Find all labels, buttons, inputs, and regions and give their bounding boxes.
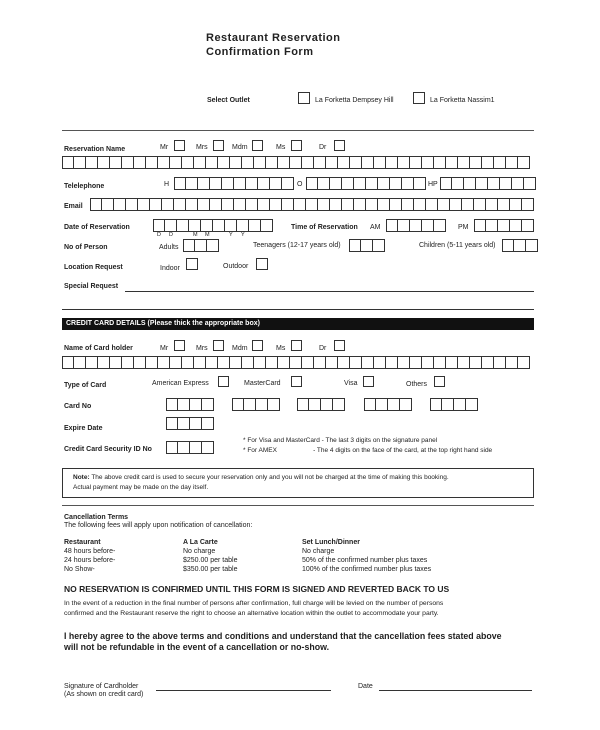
- dmy-hint-m2: M: [205, 232, 210, 238]
- outdoor-label: Outdoor: [223, 263, 249, 270]
- date-line[interactable]: [379, 690, 532, 691]
- security-id-input[interactable]: [166, 441, 214, 454]
- holder-dr-label: Dr: [319, 345, 327, 352]
- holder-mr-checkbox[interactable]: [174, 340, 185, 351]
- children-input[interactable]: [502, 239, 538, 252]
- time-pm-input[interactable]: [474, 219, 534, 232]
- cancel-col1-head: Restaurant: [64, 539, 101, 546]
- cancel-col2-row3: $350.00 per table: [183, 566, 238, 573]
- expire-date-label: Expire Date: [64, 425, 103, 432]
- outdoor-checkbox[interactable]: [256, 258, 268, 270]
- teenagers-input[interactable]: [349, 239, 385, 252]
- signature-sub-label: (As shown on credit card): [64, 691, 144, 698]
- agreement-line1: I hereby agree to the above terms and conditions and understand that the cancellation fees stated above: [64, 631, 502, 641]
- indoor-label: Indoor: [160, 265, 180, 272]
- outlet-dempsey-checkbox[interactable]: [298, 92, 310, 104]
- card-holder-input[interactable]: [62, 356, 530, 369]
- time-am-label: AM: [370, 224, 381, 231]
- time-pm-label: PM: [458, 224, 469, 231]
- dmy-hint-y1: Y: [229, 232, 233, 238]
- card-others-label: Others: [406, 381, 428, 388]
- warning-line2: confirmed and the Restaurant reserve the right to choose an alternative location within the outlet to accommodate your party.: [64, 610, 439, 617]
- phone-h-label: H: [164, 181, 170, 188]
- title-ms-label: Ms: [276, 144, 286, 151]
- title-mr-checkbox[interactable]: [174, 140, 185, 151]
- card-master-checkbox[interactable]: [291, 376, 302, 387]
- cancel-col1-row3: No Show-: [64, 566, 95, 573]
- signature-line[interactable]: [156, 690, 331, 691]
- title-ms-checkbox[interactable]: [291, 140, 302, 151]
- children-label: Children (5-11 years old): [419, 242, 496, 249]
- card-holder-label: Name of Card holder: [64, 345, 133, 352]
- holder-mdm-label: Mdm: [232, 345, 248, 352]
- cancel-col3-row3: 100% of the confirmed number plus taxes: [302, 566, 432, 573]
- no-of-person-label: No of Person: [64, 244, 108, 251]
- dmy-hint-m1: M: [193, 232, 198, 238]
- note-text: The above credit card is used to secure your reservation only and you will not be charged at the time of making this booking.: [91, 474, 449, 481]
- signature-label: Signature of Cardholder: [64, 683, 139, 690]
- security-note-visa: * For Visa and MasterCard - The last 3 digits on the signature panel: [243, 437, 438, 444]
- note-box: [62, 468, 534, 498]
- card-others-checkbox[interactable]: [434, 376, 445, 387]
- outlet-nassim-label: La Forketta Nassim1: [430, 97, 495, 104]
- card-no-group4[interactable]: [364, 398, 412, 411]
- reservation-name-label: Reservation Name: [64, 146, 126, 153]
- card-no-group5[interactable]: [430, 398, 478, 411]
- title-mrs-label: Mrs: [196, 144, 208, 151]
- cancel-col3-head: Set Lunch/Dinner: [302, 539, 360, 546]
- card-visa-checkbox[interactable]: [363, 376, 374, 387]
- telephone-label: Telelephone: [64, 183, 105, 190]
- title-dr-checkbox[interactable]: [334, 140, 345, 151]
- date-label: Date: [358, 683, 373, 690]
- phone-home-input[interactable]: [174, 177, 294, 190]
- cancellation-subtitle: The following fees will apply upon notification of cancellation:: [64, 522, 253, 529]
- phone-hp-label: HP: [428, 181, 438, 188]
- agreement-line2: will not be refundable in the event of a cancellation or no-show.: [64, 642, 330, 652]
- card-no-label: Card No: [64, 403, 92, 410]
- title-mdm-checkbox[interactable]: [252, 140, 263, 151]
- cancel-col3-row1: No charge: [302, 548, 335, 555]
- email-input[interactable]: [90, 198, 534, 211]
- holder-mdm-checkbox[interactable]: [252, 340, 263, 351]
- cancellation-title: Cancellation Terms: [64, 514, 129, 521]
- cancel-col1-row1: 48 hours before-: [64, 548, 116, 555]
- phone-mobile-input[interactable]: [440, 177, 536, 190]
- card-master-label: MasterCard: [244, 380, 281, 387]
- title-mr-label: Mr: [160, 144, 169, 151]
- cancel-col3-row2: 50% of the confirmed number plus taxes: [302, 557, 428, 564]
- divider: [62, 130, 534, 131]
- outlet-nassim-checkbox[interactable]: [413, 92, 425, 104]
- select-outlet-label: Select Outlet: [207, 97, 250, 104]
- cancel-col1-row2: 24 hours before-: [64, 557, 116, 564]
- security-note-amex: * For AMEX - The 4 digits on the face of the card, at the top right hand side: [243, 447, 493, 454]
- type-of-card-label: Type of Card: [64, 382, 107, 389]
- time-am-input[interactable]: [386, 219, 446, 232]
- form-title-line2: Confirmation Form: [206, 46, 314, 58]
- title-dr-label: Dr: [319, 144, 327, 151]
- divider: [62, 505, 534, 506]
- special-request-line2[interactable]: [62, 309, 534, 310]
- date-of-reservation-label: Date of Reservation: [64, 224, 130, 231]
- adults-label: Adults: [159, 244, 179, 251]
- special-request-line1[interactable]: [125, 291, 534, 292]
- note-label: Note:: [73, 474, 90, 481]
- card-visa-label: Visa: [344, 380, 358, 387]
- cancel-col2-row1: No charge: [183, 548, 216, 555]
- title-mrs-checkbox[interactable]: [213, 140, 224, 151]
- cancel-col2-row2: $250.00 per table: [183, 557, 238, 564]
- holder-mr-label: Mr: [160, 345, 169, 352]
- time-of-reservation-label: Time of Reservation: [291, 224, 358, 231]
- location-request-label: Location Request: [64, 264, 123, 271]
- holder-mrs-checkbox[interactable]: [213, 340, 224, 351]
- note-line1: [73, 474, 449, 481]
- card-no-group2[interactable]: [232, 398, 280, 411]
- card-no-group1[interactable]: [166, 398, 214, 411]
- reservation-name-input[interactable]: [62, 156, 530, 169]
- holder-mrs-label: Mrs: [196, 345, 208, 352]
- email-label: Email: [64, 203, 83, 210]
- dmy-hint-y2: Y: [241, 232, 245, 238]
- reservation-date-input[interactable]: [153, 219, 273, 232]
- adults-input[interactable]: [183, 239, 219, 252]
- cancel-col2-head: A La Carte: [183, 539, 218, 546]
- note-line2: Actual payment may be made on the day itself.: [73, 484, 209, 491]
- teenagers-label: Teenagers (12-17 years old): [253, 242, 341, 249]
- indoor-checkbox[interactable]: [186, 258, 198, 270]
- holder-dr-checkbox[interactable]: [334, 340, 345, 351]
- holder-ms-checkbox[interactable]: [291, 340, 302, 351]
- card-amex-label: American Express: [152, 380, 209, 387]
- dmy-hint-d2: D: [169, 232, 173, 238]
- card-amex-checkbox[interactable]: [218, 376, 229, 387]
- security-id-label: Credit Card Security ID No: [64, 446, 152, 453]
- expire-date-input[interactable]: [166, 417, 214, 430]
- confirmation-warning: NO RESERVATION IS CONFIRMED UNTIL THIS FORM IS SIGNED AND REVERTED BACK TO US: [64, 584, 450, 594]
- form-title-line1: Restaurant Reservation: [206, 32, 341, 44]
- phone-o-label: O: [297, 181, 303, 188]
- credit-card-header: CREDIT CARD DETAILS (Please thick the appropriate box): [62, 318, 534, 330]
- phone-office-input[interactable]: [306, 177, 426, 190]
- warning-line1: In the event of a reduction in the final number of persons after confirmation, full charge will be levied on the number of persons: [64, 600, 444, 607]
- holder-ms-label: Ms: [276, 345, 286, 352]
- title-mdm-label: Mdm: [232, 144, 248, 151]
- card-no-group3[interactable]: [297, 398, 345, 411]
- outlet-dempsey-label: La Forketta Dempsey Hill: [315, 97, 394, 104]
- dmy-hint-d1: D: [157, 232, 161, 238]
- special-request-label: Special Request: [64, 283, 119, 290]
